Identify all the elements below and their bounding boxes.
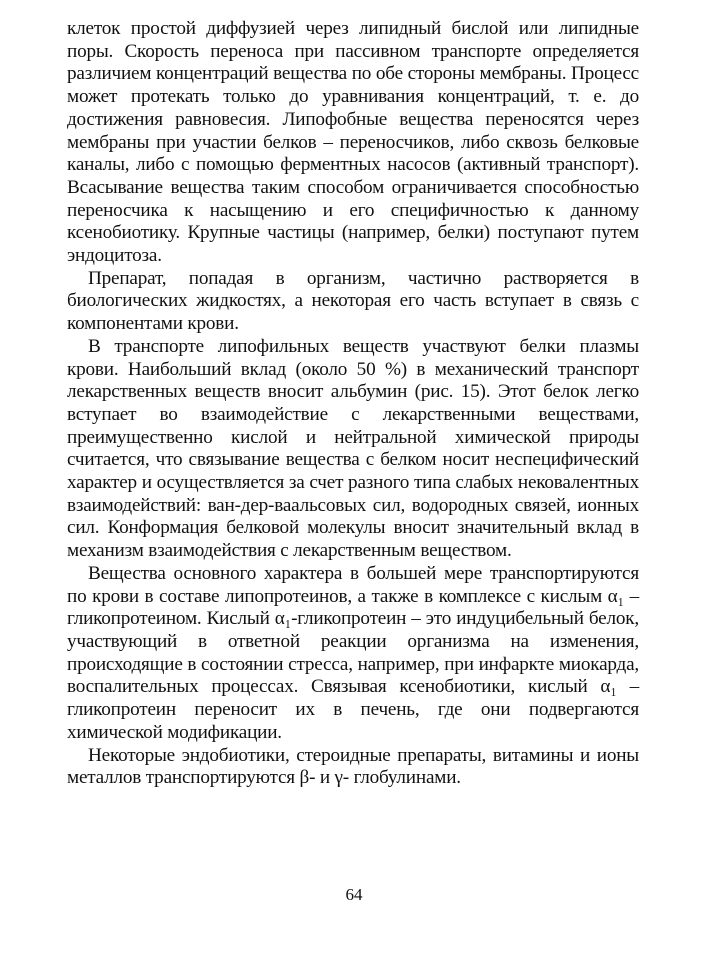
paragraph-1: клеток простой диффузией через липидный бислой или липидные поры. Скорость переноса при пассивном транспорте определяется различием концентраций вещества по обе стороны мембраны. Процесс может протекать только до уравнивания концентраций, т. е. до достижения равновесия. Липофобные вещества переносятся через мембраны при участии белков – переносчиков, либо сквозь белковые каналы, либо с помощью ферментных насосов (активный транспорт). Всасывание вещества таким способом ограничивается способностью переносчика к насыщению и его специфичностью к данному ксенобиотику. Крупные частицы (например, белки) поступают путем эндоцитоза.: [67, 18, 639, 267]
paragraph-4: Вещества основного характера в большей мере транспортируются по крови в составе липопротеинов, а также в комплексе с кислым α₁ – гликопротеином. Кислый α₁-гликопротеин – это индуцибельный белок, участвующий в ответной реакции организма на изменения, происходящие в состоянии стресса, например, при инфаркте миокарда, воспалительных процессах. Связывая ксенобиотики, кислый α₁ – гликопротеин переносит их в печень, где они подвергаются химической модификации.: [67, 562, 639, 743]
paragraph-3: В транспорте липофильных веществ участвуют белки плазмы крови. Наибольший вклад (около 50 %) в механический транспорт лекарственных веществ вносит альбумин (рис. 15). Этот белок легко вступает во взаимодействие с лекарственными веществами, преимущественно кислой и нейтральной химической природы считается, что связывание вещества с белком носит неспецифический характер и осуществляется за счет разного типа слабых нековалентных взаимодействий: ван-дер-ваальсовых сил, водородных связей, ионных сил. Конформация белковой молекулы вносит значительный вклад в механизм взаимодействия с лекарственным веществом.: [67, 335, 639, 562]
page-body: [67, 18, 639, 790]
paragraph-5: Некоторые эндобиотики, стероидные препараты, витамины и ионы металлов транспортируются β- и γ- глобулинами.: [67, 744, 639, 789]
paragraph-2: Препарат, попадая в организм, частично растворяется в биологических жидкостях, а некоторая его часть вступает в связь с компонентами крови.: [67, 267, 639, 335]
page-number: 64: [345, 885, 363, 904]
